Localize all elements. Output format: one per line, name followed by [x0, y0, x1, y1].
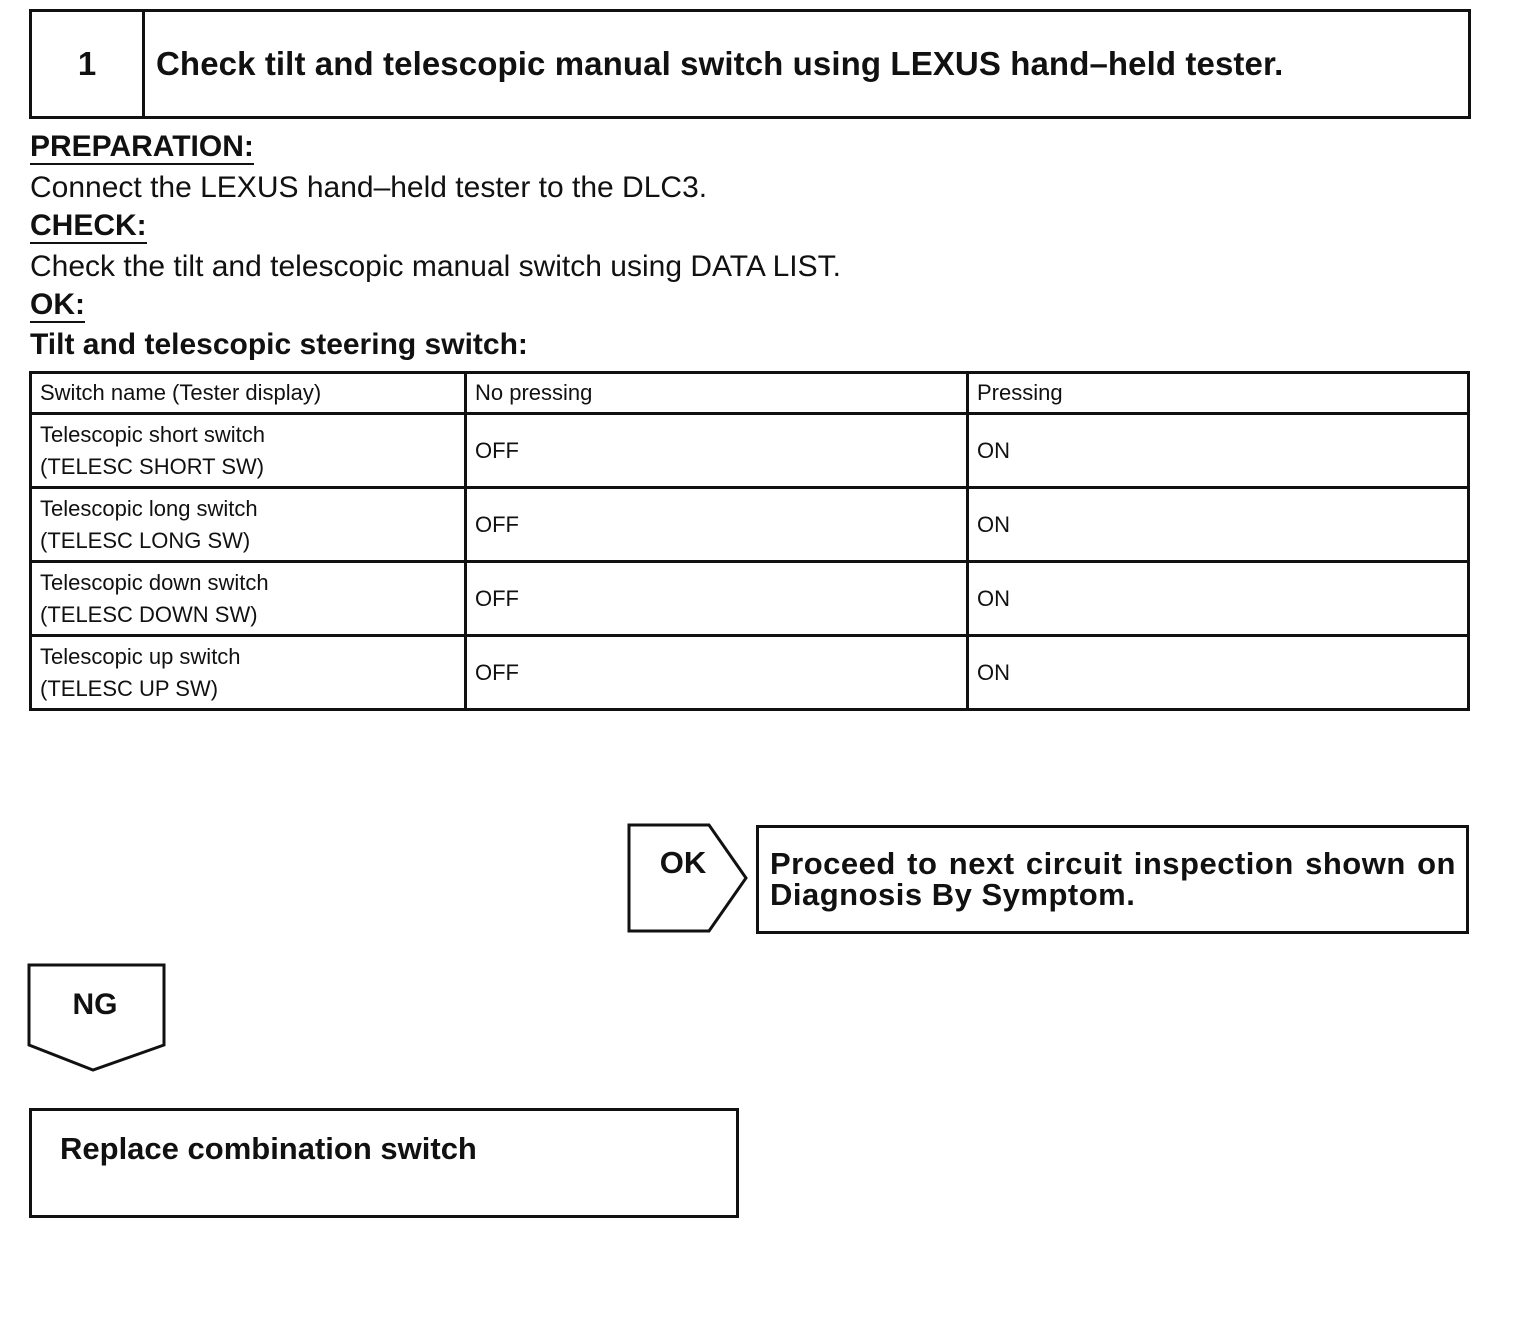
ok-result-text: Proceed to next circuit inspection shown on Diagnosis By Symptom. — [770, 846, 1456, 912]
tester-display: (TELESC SHORT SW) — [40, 453, 265, 479]
switch-name: Telescopic long switch — [40, 495, 258, 521]
ok-label: OK — [659, 845, 707, 880]
pressing-value: ON — [968, 488, 1469, 562]
step-header — [29, 9, 1471, 119]
switch-name-cell — [31, 636, 466, 710]
ok-heading: OK: — [30, 288, 85, 321]
tester-display: (TELESC DOWN SW) — [40, 601, 258, 627]
column-header-switch-name: Switch name (Tester display) — [31, 373, 466, 414]
tester-display: (TELESC UP SW) — [40, 675, 219, 701]
check-text: Check the tilt and telescopic manual switch using DATA LIST. — [30, 250, 841, 283]
preparation-text: Connect the LEXUS hand–held tester to the DLC3. — [30, 171, 708, 204]
ng-result-box — [29, 1108, 739, 1218]
pressing-value: ON — [968, 414, 1469, 488]
pressing-value: ON — [968, 562, 1469, 636]
table-row — [31, 414, 1469, 488]
step-title: Check tilt and telescopic manual switch using LEXUS hand–held tester. — [156, 45, 1284, 82]
switch-name-cell — [31, 562, 466, 636]
tester-display: (TELESC LONG SW) — [40, 527, 251, 553]
column-header-pressing: Pressing — [968, 373, 1469, 414]
check-heading: CHECK: — [30, 209, 147, 242]
switch-table — [29, 371, 1470, 711]
no-pressing-value: OFF — [466, 414, 968, 488]
table-header-row — [31, 373, 1469, 414]
table-row — [31, 488, 1469, 562]
step-number: 1 — [32, 12, 145, 116]
switch-name-cell — [31, 414, 466, 488]
pressing-value: ON — [968, 636, 1469, 710]
table-row — [31, 636, 1469, 710]
column-header-no-pressing: No pressing — [466, 373, 968, 414]
ok-subheading: Tilt and telescopic steering switch: — [30, 328, 528, 361]
no-pressing-value: OFF — [466, 562, 968, 636]
no-pressing-value: OFF — [466, 488, 968, 562]
no-pressing-value: OFF — [466, 636, 968, 710]
switch-name: Telescopic short switch — [40, 421, 265, 447]
table-row — [31, 562, 1469, 636]
switch-name: Telescopic up switch — [40, 643, 241, 669]
preparation-heading: PREPARATION: — [30, 130, 254, 163]
switch-name: Telescopic down switch — [40, 569, 269, 595]
ng-label: NG — [72, 988, 118, 1021]
switch-name-cell — [31, 488, 466, 562]
ng-result-text: Replace combination switch — [60, 1131, 477, 1166]
ok-result-box — [756, 825, 1469, 934]
